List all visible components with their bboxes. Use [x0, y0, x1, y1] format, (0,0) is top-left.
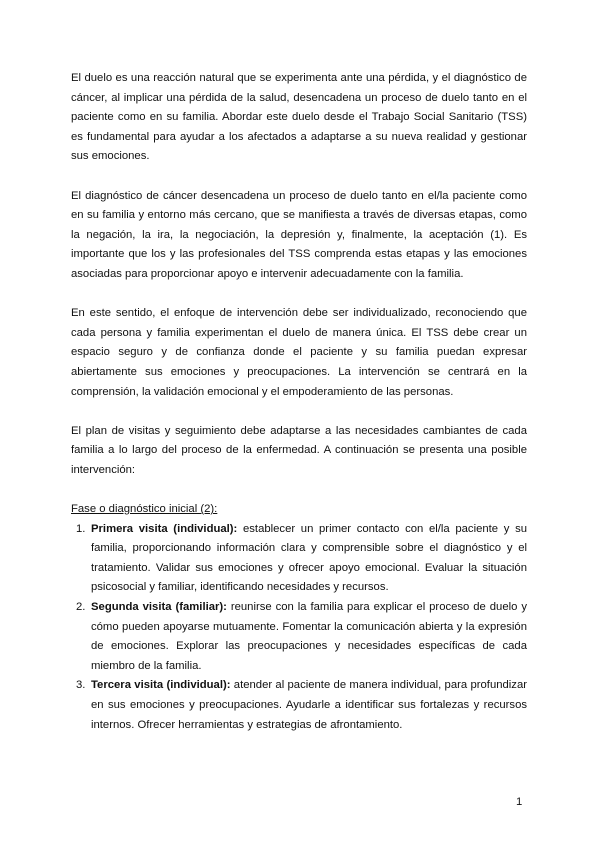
visit-title: Primera visita (individual):: [91, 522, 238, 535]
phase-heading: Fase o diagnóstico inicial (2):: [71, 503, 218, 516]
paragraph-4: El plan de visitas y seguimiento debe adaptarse a las necesidades cambiantes de cada familia a lo largo del proceso de la enfermedad. A continuación se presenta una posible intervención:: [71, 424, 527, 476]
visit-number: 1.: [76, 522, 86, 535]
visit-number: 3.: [76, 679, 86, 692]
visit-item-1: [71, 520, 527, 598]
visit-description: reunirse con la familia para explicar el proceso de duelo y cómo pueden apoyarse mutuamente. Fomentar la comunicación abierta y la expresión de emociones. Explorar las preocupaciones y necesidades específicas de cada miembro de la familia.: [91, 601, 527, 672]
page-body: [71, 69, 527, 735]
paragraph-2: El diagnóstico de cáncer desencadena un proceso de duelo tanto en el/la paciente como en su familia y entorno más cercano, que se manifiesta a través de diversas etapas, como la negación, la ira, la negociación, la depresión y, finalmente, la aceptación (1). Es importante que los y las profesionales del TSS comprenda estas etapas y las emociones asociadas para proporcionar apoyo e intervenir adecuadamente con la familia.: [71, 189, 527, 280]
visit-number: 2.: [76, 601, 86, 614]
visit-description: atender al paciente de manera individual, para profundizar en sus emociones y preocupaciones. Ayudarle a identificar sus fortalezas y recursos internos. Ofrecer herramientas y estrategias de afrontamiento.: [91, 679, 527, 731]
paragraph-1: El duelo es una reacción natural que se experimenta ante una pérdida, y el diagnóstico de cáncer, al implicar una pérdida de la salud, desencadena un proceso de duelo tanto en el paciente como en su familia. Abordar este duelo desde el Trabajo Social Sanitario (TSS) es fundamental para ayudar a los afectados a adaptarse a su nueva realidad y gestionar sus emociones.: [71, 72, 527, 163]
visit-item-2: [71, 598, 527, 676]
visit-title: Segunda visita (familiar):: [91, 601, 227, 614]
visit-list: [71, 520, 527, 736]
visit-item-3: [71, 676, 527, 735]
paragraph-3: En este sentido, el enfoque de intervención debe ser individualizado, reconociendo que cada persona y familia experimentan el duelo de manera única. El TSS debe crear un espacio seguro y de confianza donde el paciente y su familia puedan expresar abiertamente sus emociones y preocupaciones. La intervención se centrará en la comprensión, la validación emocional y el empoderamiento de las personas.: [71, 307, 527, 398]
page-number: 1: [516, 796, 523, 808]
visit-description: establecer un primer contacto con el/la paciente y su familia, proporcionando información clara y comprensible sobre el diagnóstico y el tratamiento. Validar sus emociones y ofrecer apoyo emocional. Evaluar la situación psicosocial y familiar, identificando necesidades y recursos.: [91, 522, 528, 594]
visit-title: Tercera visita (individual):: [91, 679, 231, 692]
